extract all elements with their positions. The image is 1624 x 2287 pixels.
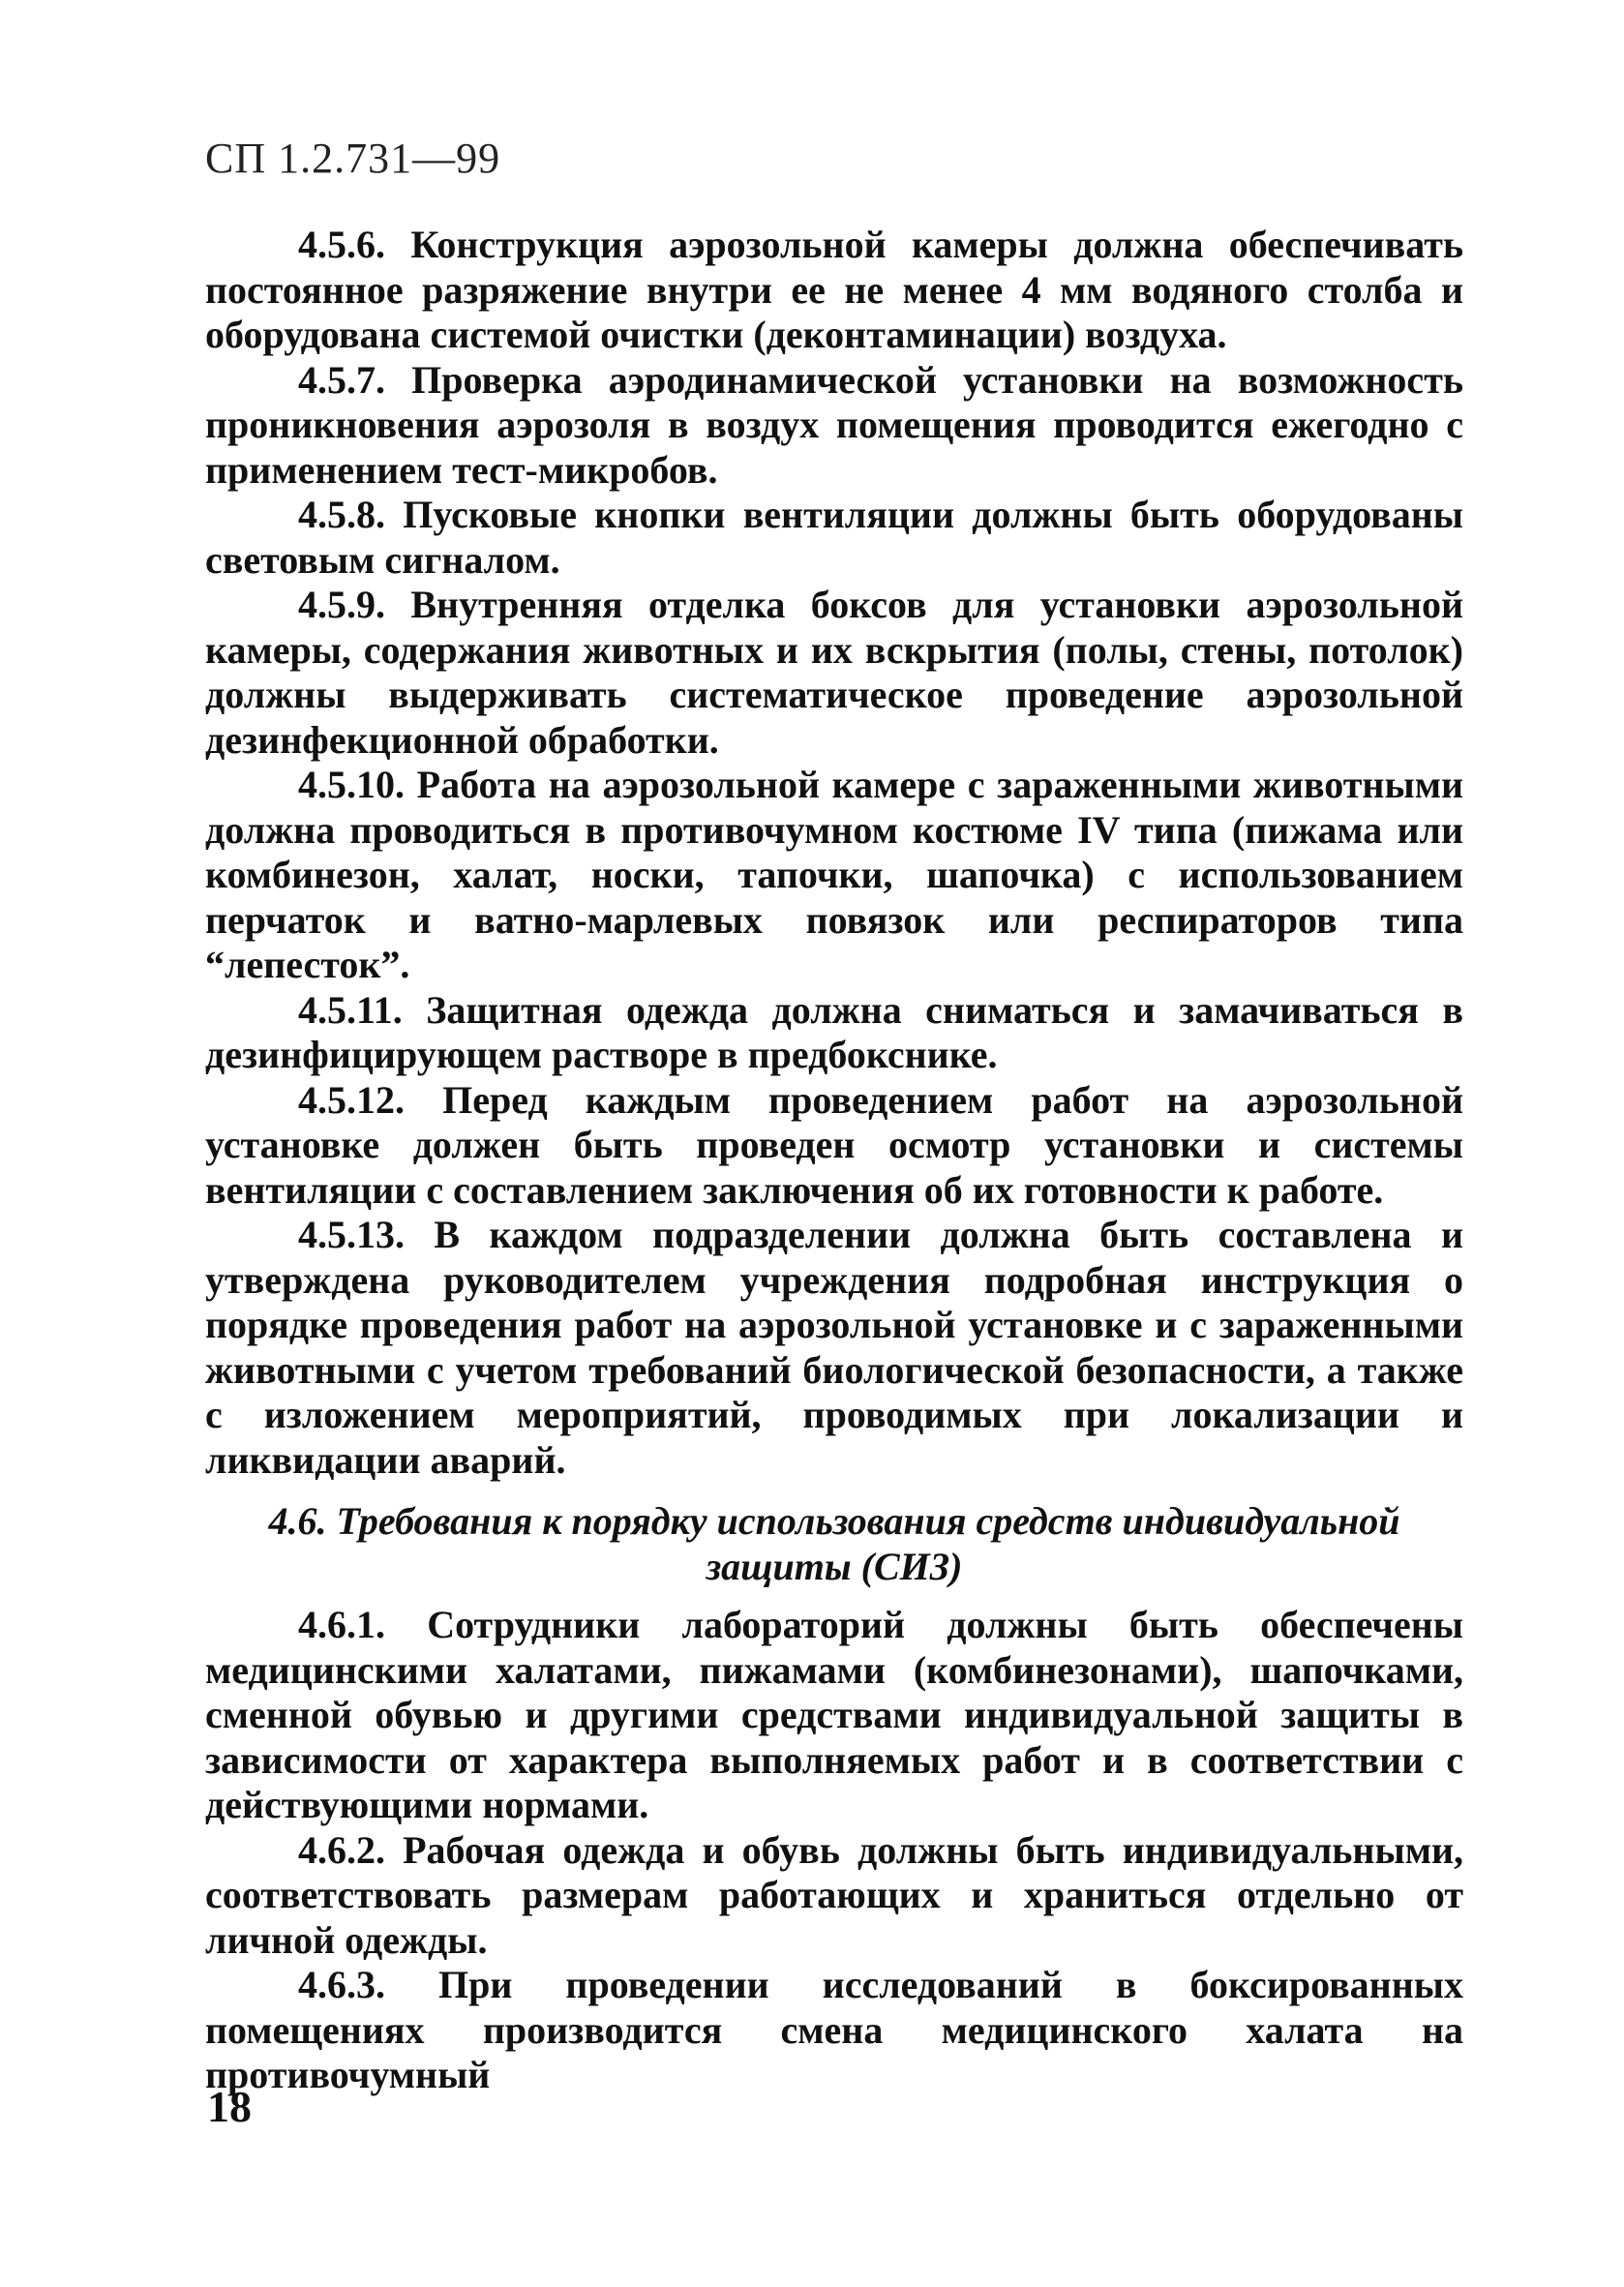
document-body [205,223,1463,2098]
paragraph-4-5-11: 4.5.11. Защитная одежда должна сниматься и замачиваться в дезинфицирующем растворе в предбокснике. [205,987,1463,1076]
paragraph-4-5-6: 4.5.6. Конструкция аэрозольной камеры должна обеспечивать постоянное разряжение внутри ее не менее 4 мм водяного столба и оборудована системой очистки (деконтаминации) воздуха. [205,223,1463,356]
paragraph-4-5-9: 4.5.9. Внутренняя отделка боксов для установки аэрозольной камеры, содержания животных и их вскрытия (полы, стены, потолок) должны выдерживать систематическое проведение аэрозольной дезинфекционной обработки. [205,583,1463,762]
paragraph-4-5-12: 4.5.12. Перед каждым проведением работ на аэрозольной установке должен быть проведен осмотр установки и системы вентиляции с составлением заключения об их готовности к работе. [205,1077,1463,1212]
paragraph-4-5-7: 4.5.7. Проверка аэродинамической установки на возможность проникновения аэрозоля в воздух помещения проводится ежегодно с применением тест-микробов. [205,357,1463,492]
document-code: СП 1.2.731—99 [205,135,501,182]
paragraph-4-6-2: 4.6.2. Рабочая одежда и обувь должны быть индивидуальными, соответствовать размерам работающих и храниться отдельно от личной одежды. [205,1827,1463,1962]
paragraph-4-5-8: 4.5.8. Пусковые кнопки вентиляции должны быть оборудованы световым сигналом. [205,493,1463,582]
paragraph-4-5-10: 4.5.10. Работа на аэрозольной камере с зараженными животными должна проводиться в противочумном костюме IV типа (пижама или комбинезон, халат, носки, тапочки, шапочка) с использованием перчаток и ватно-марлевых повязок или респираторов типа “лепесток”. [205,763,1463,986]
paragraph-4-5-13: 4.5.13. В каждом подразделении должна быть составлена и утверждена руководителем учреждения подробная инструкция о порядке проведения работ на аэрозольной установке и с зараженными животными с учетом требований биологической безопасности, а также с изложением мероприятий, проводимых при локализации и ликвидации аварий. [205,1213,1463,1482]
paragraph-4-6-3: 4.6.3. При проведении исследований в боксированных помещениях производится смена медицинского халата на противочумный [205,1963,1463,2096]
paragraph-4-6-1: 4.6.1. Сотрудники лабораторий должны быть обеспечены медицинскими халатами, пижамами (комбинезонами), шапочками, сменной обувью и другими средствами индивидуальной защиты в зависимости от характера выполняемых работ и в соответствии с действующими нормами. [205,1603,1463,1826]
page-number: 18 [207,2082,252,2131]
section-heading-4-6: 4.6. Требования к порядку использования средств индивидуальной защиты (СИЗ) [268,1499,1400,1588]
